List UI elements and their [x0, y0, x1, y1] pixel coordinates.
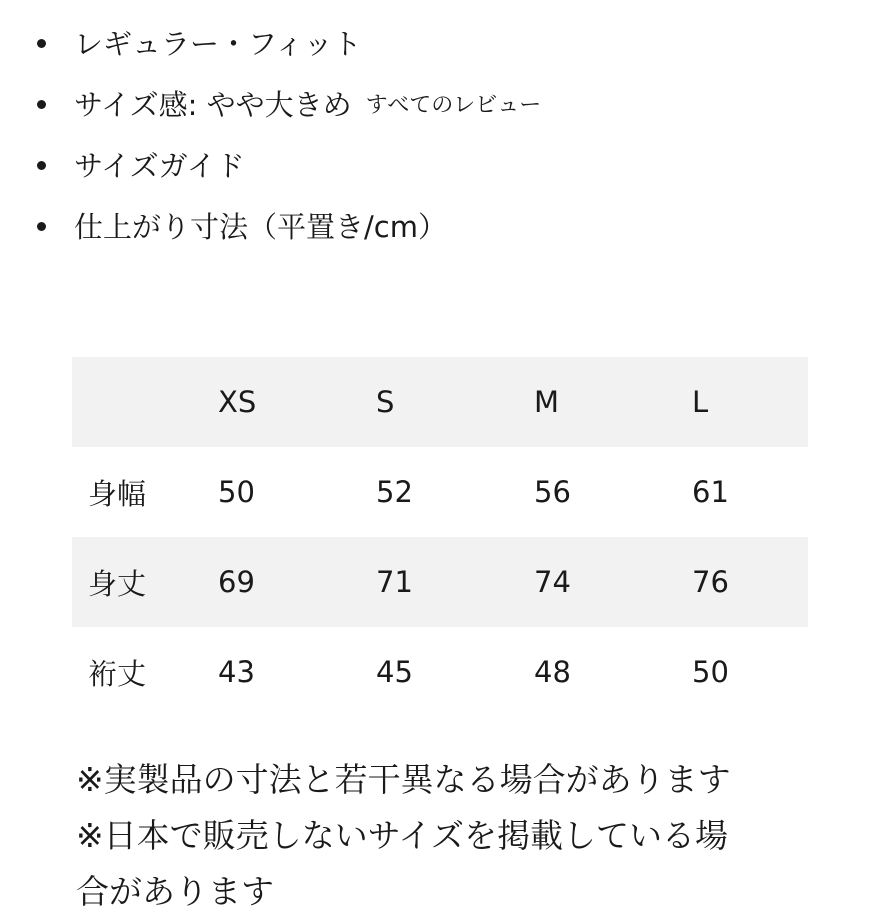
header-cell: S	[376, 357, 534, 447]
table-header-row	[72, 357, 808, 447]
table-cell: 50	[218, 475, 255, 509]
note-line: ※実製品の寸法と若干異なる場合があります	[76, 760, 731, 799]
table-cell: 61	[692, 475, 729, 509]
header-cell: M	[534, 357, 692, 447]
size-feel-text: サイズ感: やや大きめ	[74, 88, 352, 122]
table-cell: 76	[692, 537, 808, 627]
table-cell: 71	[376, 537, 534, 627]
product-details-list	[0, 12, 541, 256]
table-cell: 52	[376, 475, 413, 509]
list-item-fit	[0, 12, 541, 73]
table-row	[72, 537, 808, 627]
table-cell: 45	[376, 655, 413, 689]
table-cell: 74	[534, 537, 692, 627]
list-item-dimensions	[0, 195, 541, 256]
size-guide-link[interactable]: サイズガイド	[74, 149, 245, 183]
bullet-icon	[37, 161, 46, 170]
fit-text: レギュラー・フィット	[74, 27, 362, 61]
header-cell: L	[692, 357, 808, 447]
table-cell: 50	[692, 655, 729, 689]
list-item-size-feel	[0, 73, 541, 134]
bullet-icon	[37, 39, 46, 48]
note-line: ※日本で販売しないサイズを掲載している場	[76, 816, 729, 855]
row-label: 身丈	[72, 537, 218, 627]
table-cell: 48	[534, 655, 571, 689]
header-cell: XS	[218, 357, 376, 447]
table-cell: 43	[218, 655, 255, 689]
table-row	[72, 627, 808, 717]
row-label: 裄丈	[88, 656, 147, 691]
note-line: 合があります	[76, 872, 274, 911]
dimensions-heading: 仕上がり寸法（平置き/cm）	[74, 210, 447, 244]
all-reviews-link[interactable]: すべてのレビュー	[365, 93, 542, 118]
bullet-icon	[37, 100, 46, 109]
table-cell: 69	[218, 537, 376, 627]
table-cell: 56	[534, 475, 571, 509]
size-table	[72, 357, 808, 717]
row-label: 身幅	[88, 476, 147, 511]
list-item-size-guide[interactable]	[0, 134, 541, 195]
header-cell	[72, 357, 218, 447]
disclaimer-notes	[76, 752, 731, 920]
table-row	[72, 447, 808, 537]
bullet-icon	[37, 222, 46, 231]
